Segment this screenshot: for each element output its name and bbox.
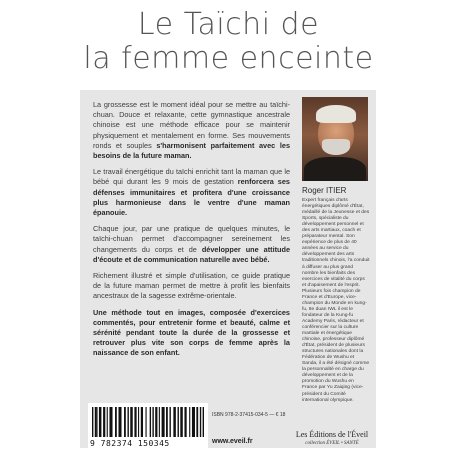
blurb-text: [93, 100, 290, 365]
barcode-bar: [103, 407, 105, 437]
barcode-bar: [173, 407, 175, 437]
barcode-bar: [196, 407, 198, 437]
barcode-bar: [146, 407, 147, 437]
author-name: Roger ITIER: [302, 186, 347, 195]
barcode-bar: [203, 407, 204, 437]
barcode-bar: [99, 407, 101, 437]
blurb-paragraph-1: La grossesse est le moment idéal pour se mettre au taïchi-chuan. Douce et relaxante, cette gymnastique ancestrale chinoise est une méthode efficace pour se maintenir physiquement et mentalement en forme. Ses mouvements ronds et souples s'harmonisent parfaitement avec les besoins de la future maman.: [93, 100, 290, 161]
barcode-bar: [189, 407, 190, 437]
barcode-bar: [169, 407, 170, 437]
barcode-bar: [130, 407, 132, 437]
book-title-line-1: Le Taïchi de: [137, 7, 320, 42]
barcode-bar: [180, 407, 182, 437]
blurb-paragraph-2: Le travail énergétique du taïchi enrichit tant la maman que le bébé qui durant les 9 mois de gestation renforcera ses défenses immunitaires et profitera d'une croissance plus harmonieuse dans le ventre d'une maman épanouie.: [93, 167, 290, 218]
blurb-paragraph-3: Chaque jour, par une pratique de quelques minutes, le taïchi-chuan permet d'accompagner sereinement les changements du corps et de développer une attitude d'écoute et de communication naturelle avec bébé.: [93, 224, 290, 264]
barcode-bar: [115, 407, 117, 437]
barcode-bar: [192, 407, 195, 437]
barcode-number: 9 782374 150345: [90, 439, 170, 448]
barcode-bar: [95, 407, 96, 437]
barcode-bars: [92, 407, 204, 437]
barcode-bar: [159, 407, 160, 437]
barcode-bar: [178, 407, 179, 437]
publisher-name: Les Éditions de l'Éveil: [295, 430, 369, 439]
barcode-bar: [184, 407, 186, 437]
barcode-bar: [124, 407, 126, 437]
blurb-final-paragraph: Une méthode tout en images, composée d'exercices commentés, pour entretenir forme et beauté, calme et sérénité pendant toute la durée de la grossesse et retrouver plus vite son corps de femme après la naissance de son enfant.: [93, 307, 290, 358]
publisher-url: www.eveil.fr: [212, 438, 253, 445]
barcode-bar: [127, 407, 128, 437]
barcode-bar: [162, 407, 165, 437]
publisher-collection: collection ÉVEIL • SANTÉ: [305, 441, 359, 446]
blurb-paragraph-4: Richement illustré et simple d'utilisation, ce guide pratique de la future maman permet de mettre à profit les bienfaits ancestraux de la sagesse extrême-orientale.: [93, 271, 290, 301]
barcode-bar: [152, 407, 153, 437]
author-photo: [302, 97, 368, 181]
barcode-bar: [96, 407, 97, 437]
book-title: [0, 8, 457, 76]
barcode-bar: [92, 407, 93, 437]
barcode-bar: [109, 407, 112, 437]
isbn-price: ISBN 978-2-37415-034-5 — € 18: [212, 412, 286, 418]
barcode: [88, 403, 208, 453]
barcode-bar: [107, 407, 108, 437]
barcode-bar: [134, 407, 136, 437]
barcode-bar: [138, 407, 139, 437]
barcode-bar: [150, 407, 151, 437]
barcode-bar: [200, 407, 201, 437]
barcode-bar: [141, 407, 143, 437]
barcode-bar: [166, 407, 168, 437]
book-title-line-2: la femme enceinte: [83, 41, 374, 76]
barcode-bar: [118, 407, 121, 437]
author-bio: Expert français d'arts énergétiques diplômé d'État, médaillé de la Jeunesse et des Sports, spécialiste du développement personnel et des arts martiaux, coach et préparateur mental. Son expérience de plus de 40 années au service du développement des arts traditionnels chinois, l'a conduit à diffuser au plus grand nombre les bienfaits des exercices de vitalité du corps et d'apaisement de l'esprit. Plusieurs fois champion de France et d'Europe, vice-champion du Monde en kung-fu, 8e duan IWL il est le fondateur de la Kung-fu Academy Paris, rédacteur et conférencier sur la culture martiale et énergétique chinoise, professeur diplômé d'État, président de plusieurs structures nationales dont la Fédération de Wushu et Sanda, il a été désigné comme la personnalité en charge du développement et de la promotion du Wushu en France par Yu Zaiqing (vice-président du Comité international olympique.: [302, 198, 370, 403]
barcode-bar: [155, 407, 157, 437]
